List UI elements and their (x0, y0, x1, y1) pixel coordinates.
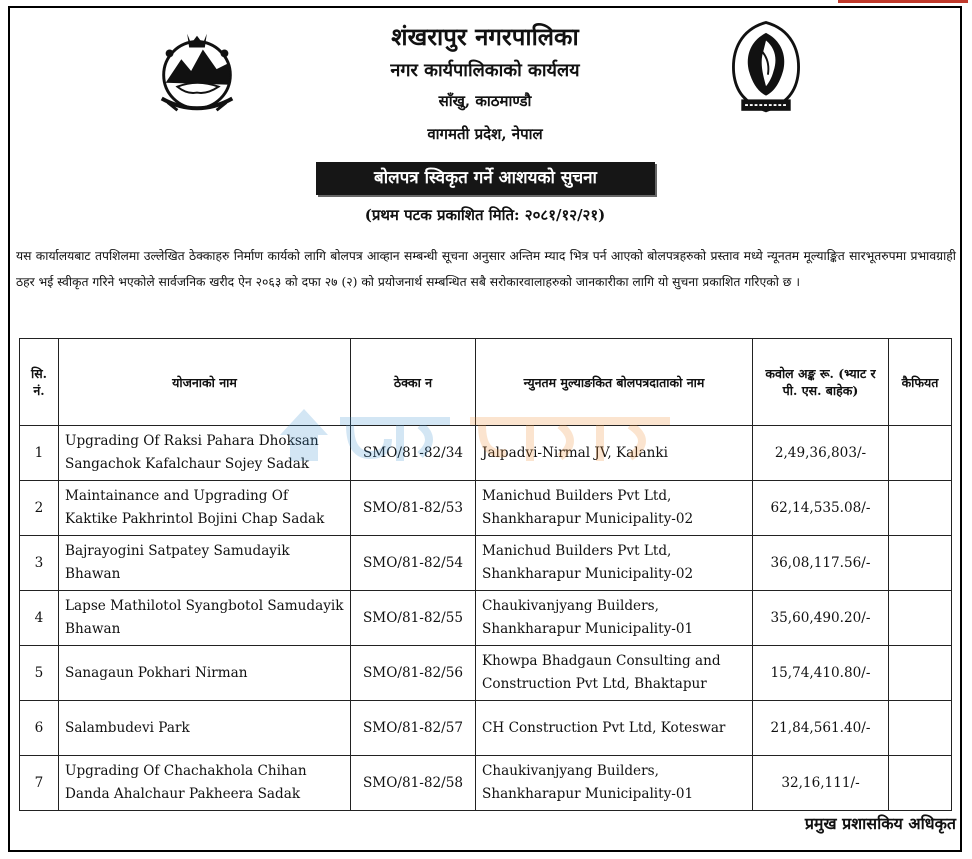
table-row (20, 756, 952, 811)
row-contract: SMO/81-82/55 (351, 591, 476, 646)
corner-accent-bar (838, 0, 968, 3)
row-contract: SMO/81-82/34 (351, 426, 476, 481)
row-project: Salambudevi Park (59, 701, 351, 756)
row-sn: 3 (20, 536, 59, 591)
table-row (20, 646, 952, 701)
row-project: Maintainance and Upgrading Of Kaktike Pakhrintol Bojini Chap Sadak (59, 481, 351, 536)
bid-table (19, 338, 952, 811)
row-remarks (889, 646, 952, 701)
signature-title: प्रमुख प्रशासकिय अधिकृत (804, 814, 956, 833)
office-name: नगर कार्यपालिकाको कार्यलय (390, 60, 580, 81)
table-row (20, 481, 952, 536)
row-project: Sanagaun Pokhari Nirman (59, 646, 351, 701)
table-row (20, 701, 952, 756)
row-sn: 5 (20, 646, 59, 701)
row-contract: SMO/81-82/53 (351, 481, 476, 536)
table-row (20, 591, 952, 646)
row-bidder: Chaukivanjyang Builders, Shankharapur Municipality-01 (476, 756, 753, 811)
header-project: योजनाको नाम (59, 339, 351, 426)
row-bidder: Chaukivanjyang Builders, Shankharapur Municipality-01 (476, 591, 753, 646)
municipality-name: शंखरापुर नगरपालिका (391, 22, 579, 51)
row-sn: 7 (20, 756, 59, 811)
row-sn: 4 (20, 591, 59, 646)
row-bidder: Khowpa Bhadgaun Consulting and Construction Pvt Ltd, Bhaktapur (476, 646, 753, 701)
table-header-row (20, 339, 952, 426)
row-amount: 35,60,490.20/- (753, 591, 889, 646)
published-date: (प्रथम पटक प्रकाशित मिति: २०८१/१२/२१) (364, 206, 606, 224)
row-contract: SMO/81-82/56 (351, 646, 476, 701)
header-sn: सि. नं. (20, 339, 59, 426)
row-project: Bajrayogini Satpatey Samudayik Bhawan (59, 536, 351, 591)
row-bidder: CH Construction Pvt Ltd, Koteswar (476, 701, 753, 756)
header-contract: ठेक्का न (351, 339, 476, 426)
row-amount: 2,49,36,803/- (753, 426, 889, 481)
table-row (20, 536, 952, 591)
row-remarks (889, 426, 952, 481)
row-remarks (889, 756, 952, 811)
row-project: Upgrading Of Chachakhola Chihan Danda Ahalchaur Pakheera Sadak (59, 756, 351, 811)
row-remarks (889, 701, 952, 756)
row-remarks (889, 591, 952, 646)
header-bidder: न्युनतम मुल्याङकित बोलपत्रदाताको नाम (476, 339, 753, 426)
notice-title: बोलपत्र स्विकृत गर्ने आशयको सुचना (316, 162, 655, 195)
row-sn: 6 (20, 701, 59, 756)
row-project: Lapse Mathilotol Syangbotol Samudayik Bhawan (59, 591, 351, 646)
row-sn: 1 (20, 426, 59, 481)
row-bidder: Manichud Builders Pvt Ltd, Shankharapur Municipality-02 (476, 481, 753, 536)
row-sn: 2 (20, 481, 59, 536)
row-remarks (889, 536, 952, 591)
row-contract: SMO/81-82/58 (351, 756, 476, 811)
row-amount: 15,74,410.80/- (753, 646, 889, 701)
conch-shell-emblem-icon (728, 18, 804, 120)
province-name: वागमती प्रदेश, नेपाल (427, 125, 543, 143)
header-remarks: कैफियत (889, 339, 952, 426)
row-bidder: Jalpadvi-Nirmal JV, Kalanki (476, 426, 753, 481)
row-project: Upgrading Of Raksi Pahara Dhoksan Sangachok Kafalchaur Sojey Sadak (59, 426, 351, 481)
row-amount: 62,14,535.08/- (753, 481, 889, 536)
row-bidder: Manichud Builders Pvt Ltd, Shankharapur Municipality-02 (476, 536, 753, 591)
row-contract: SMO/81-82/54 (351, 536, 476, 591)
table-row (20, 426, 952, 481)
nepal-emblem-icon (148, 24, 246, 122)
notice-body: यस कार्यालयबाट तपशिलमा उल्लेखित ठेक्काहरु निर्माण कार्यको लागि बोलपत्र आव्हान सम्बन्धी सूचना अनुसार अन्तिम म्याद भित्र पर्न आएको बोलपत्रहरुको प्रस्ताव मध्ये न्यूनतम मूल्याङ्कित सारभूतरुपमा प्रभावग्राही ठहर भई स्वीकृत गरिने भएकोले सार्वजनिक खरीद ऐन २०६३ को दफा २७ (२) को प्रयोजनार्थ सम्बन्धित सबै सरोकारवालाहरुको जानकारीका लागि यो सुचना प्रकाशित गरिएको छ । (16, 249, 956, 289)
office-address: साँखु, काठमाण्डौ (438, 92, 532, 110)
header-amount: कवोल अङ्क रू. (भ्याट र पी. एस. बाहेक) (753, 339, 889, 426)
row-contract: SMO/81-82/57 (351, 701, 476, 756)
row-amount: 36,08,117.56/- (753, 536, 889, 591)
row-amount: 21,84,561.40/- (753, 701, 889, 756)
row-remarks (889, 481, 952, 536)
row-amount: 32,16,111/- (753, 756, 889, 811)
